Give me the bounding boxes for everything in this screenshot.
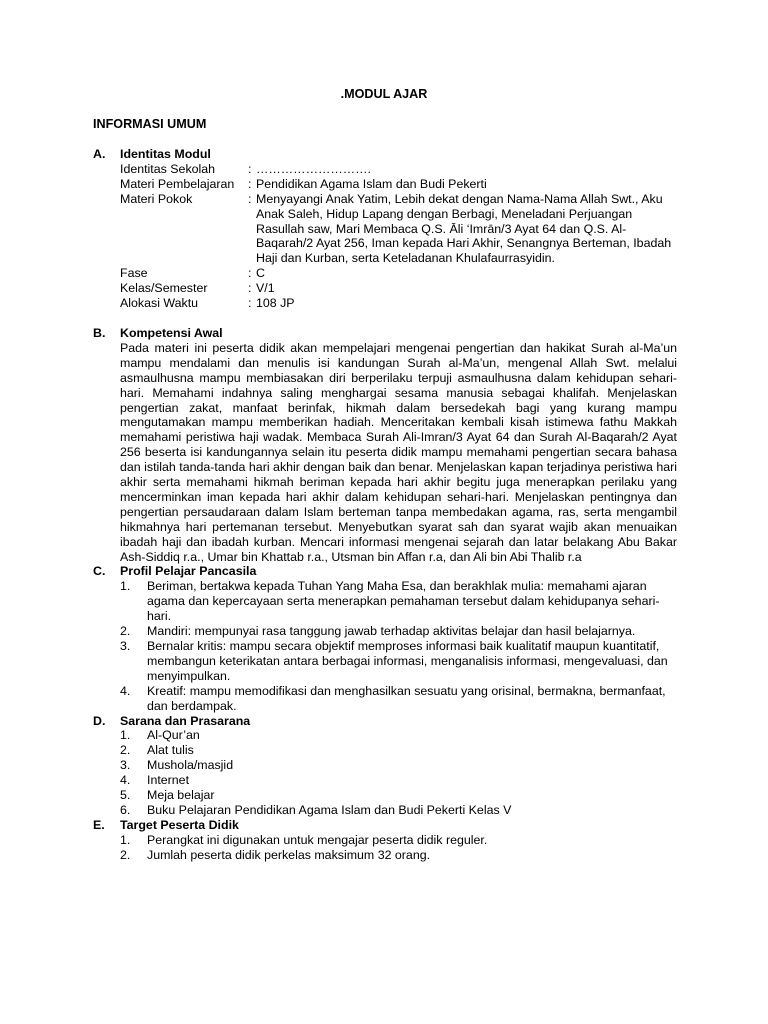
item-text: Alat tulis <box>147 743 194 758</box>
list-item <box>120 639 677 684</box>
profil-list <box>120 579 677 713</box>
section-letter: D. <box>93 713 106 728</box>
item-number: 4. <box>120 773 131 788</box>
section-letter: A. <box>93 147 106 161</box>
row-value: V/1 <box>256 281 275 296</box>
row-label: Alokasi Waktu <box>120 296 199 311</box>
sarana-list <box>120 728 677 817</box>
section-identitas-modul <box>93 147 677 311</box>
section-title: Identitas Modul <box>120 147 211 161</box>
row-value: C <box>256 266 265 281</box>
section-title: Kompetensi Awal <box>120 325 223 340</box>
row-label: Fase <box>120 266 148 281</box>
item-text: Bernalar kritis: mampu secara objektif memproses informasi baik kualitatif maupun kuantitatif, membangun keterikatan antara berbagai informasi, menganalisis informasi, mengevaluasi, dan menyimpulkan. <box>147 639 668 683</box>
section-title: Profil Pelajar Pancasila <box>120 564 257 579</box>
section-letter: E. <box>93 817 105 832</box>
row-separator: : <box>248 161 252 176</box>
list-item <box>120 743 677 758</box>
list-item <box>120 728 677 743</box>
item-number: 2. <box>120 743 131 758</box>
section-profil-pelajar <box>93 564 677 713</box>
item-number: 2. <box>120 847 131 862</box>
list-item <box>120 803 677 818</box>
item-text: Mushola/masjid <box>147 758 234 773</box>
row-separator: : <box>248 281 252 296</box>
row-label: Materi Pembelajaran <box>120 176 235 191</box>
section-kompetensi-awal <box>93 326 677 565</box>
item-number: 4. <box>120 683 131 698</box>
item-text: Beriman, bertakwa kepada Tuhan Yang Maha Esa, dan berakhlak mulia: memahami ajaran agama dan kepercayaan serta menerapkan pemahaman tersebut dalam kehidupanya sehari-hari. <box>147 579 660 624</box>
section-title: Sarana dan Prasarana <box>120 713 251 728</box>
list-item <box>120 624 677 639</box>
row-value: ………………………. <box>256 161 371 176</box>
item-text: Meja belajar <box>147 788 215 803</box>
item-number: 3. <box>120 758 131 773</box>
row-separator: : <box>248 296 252 311</box>
document-title: .MODUL AJAR <box>340 87 428 101</box>
section-letter: C. <box>93 564 106 579</box>
list-item <box>120 848 677 863</box>
row-label: Identitas Sekolah <box>120 161 216 176</box>
item-text: Mandiri: mempunyai rasa tanggung jawab terhadap aktivitas belajar dan hasil belajarnya. <box>147 624 636 639</box>
item-text: Perangkat ini digunakan untuk mengajar peserta didik reguler. <box>147 832 488 847</box>
row-value: 108 JP <box>256 296 295 311</box>
list-item <box>120 773 677 788</box>
target-list <box>120 833 677 863</box>
section-target-peserta <box>93 818 677 863</box>
item-number: 1. <box>120 579 131 594</box>
item-text: Al-Qur’an <box>147 728 200 743</box>
section-sarana-prasarana <box>93 714 677 818</box>
row-value: Pendidikan Agama Islam dan Budi Pekerti <box>256 176 487 191</box>
item-number: 1. <box>120 832 131 847</box>
row-label: Kelas/Semester <box>120 281 208 296</box>
section-title: Target Peserta Didik <box>120 817 239 832</box>
row-label: Materi Pokok <box>120 191 193 206</box>
list-item <box>120 684 677 714</box>
list-item <box>120 758 677 773</box>
list-item <box>120 579 677 624</box>
list-item <box>120 788 677 803</box>
item-number: 5. <box>120 788 131 803</box>
info-heading: INFORMASI UMUM <box>93 117 207 131</box>
item-text: Kreatif: mampu memodifikasi dan menghasilkan sesuatu yang orisinal, bermakna, bermanfaat, dan berdampak. <box>147 683 666 713</box>
row-value: Menyayangi Anak Yatim, Lebih dekat dengan Nama-Nama Allah Swt., Aku Anak Saleh, Hidup Lapang dengan Berbagi, Meneladani Perjuangan Rasullah saw, Mari Membaca Q.S. Āli ‘Imrān/3 Ayat 64 dan Q.S. Al-Baqarah/2 Ayat 256, Iman kepada Hari Akhir, Senangnya Berteman, Ibadah Haji dan Kurban, serta Keteladanan Khulafaurrasyidin. <box>256 191 672 266</box>
item-text: Jumlah peserta didik perkelas maksimum 32 orang. <box>147 847 431 862</box>
section-letter: B. <box>93 325 106 340</box>
item-text: Buku Pelajaran Pendidikan Agama Islam dan Budi Pekerti Kelas V <box>147 802 512 817</box>
item-number: 2. <box>120 624 131 639</box>
list-item <box>120 833 677 848</box>
document-content <box>93 147 677 863</box>
row-separator: : <box>248 176 252 191</box>
item-text: Internet <box>147 773 190 788</box>
item-number: 1. <box>120 728 131 743</box>
kompetensi-paragraph: Pada materi ini peserta didik akan mempelajari mengenai pengertian dan hakikat Surah al-Ma’un mampu mendalami dan menulis isi kandungan Surah al-Ma’un, mengenal Allah Swt. melalui asmaulhusna mampu membiasakan diri berperilaku terpuji asmaulhusna dalam kehidupan sehari-hari. Memahami indahnya saling menghargai sesama manusia sebagai khalifah. Menjelaskan pengertian zakat, manfaat berinfak, hikmah dalam bersedekah bagi yang kurang mampu mengutamakan mampu memberikan hadiah. Menceritakan kembali kisah istimewa fathu Makkah memahami peristiwa haji wadak. Membaca Surah Ali-Imran/3 Ayat 64 dan Surah Al-Baqarah/2 Ayat 256 beserta isi kandungannya selain itu peserta didik mampu memahami pengertian secara bahasa dan istilah tanda-tanda hari akhir dengan baik dan benar. Menjelaskan kapan terjadinya peristiwa hari akhir serta memahami hikmah beriman kepada hari akhir begitu juga menerapkan perilaku yang mencerminkan iman kepada hari akhir dalam kehidupan sehari-hari. Menjelaskan pentingnya dan pengertian persaudaraan dalam Islam berteman tanpa membedakan agama, ras, serta mengambil hikmahnya hari pertemanan tersebut. Menyebutkan syarat sah dan syarat wajib akan menuaikan ibadah haji dan ibadah kurban. Mencari informasi mengenai sejarah dan latar belakang Abu Bakar Ash-Siddiq r.a., Umar bin Khattab r.a., Utsman bin Affan r.a, dan Ali bin Abi Thalib r.a <box>120 340 677 564</box>
identity-table <box>120 162 677 311</box>
item-number: 6. <box>120 802 131 817</box>
row-separator: : <box>248 266 252 281</box>
row-separator: : <box>248 191 252 206</box>
item-number: 3. <box>120 639 131 653</box>
